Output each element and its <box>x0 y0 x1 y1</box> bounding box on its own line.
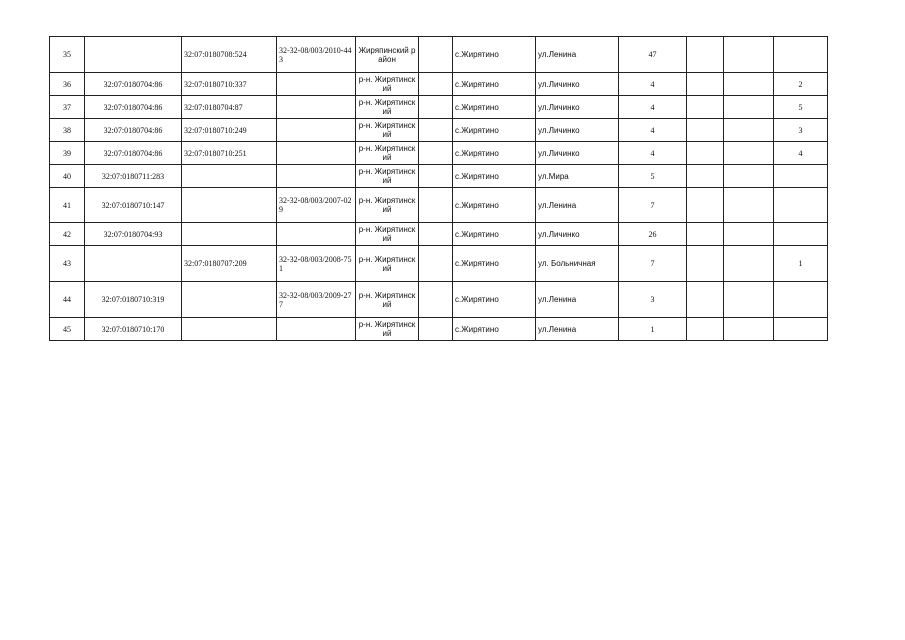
row-number-cell: 43 <box>50 246 85 282</box>
house-number-cell: 7 <box>619 246 687 282</box>
registration-number-cell <box>277 96 356 119</box>
table-row <box>50 73 828 96</box>
object-cadastral-cell: 32:07:0180708:524 <box>182 37 277 73</box>
settlement-cell: с.Жирятино <box>453 73 536 96</box>
empty-cell <box>419 246 453 282</box>
apartment-number-cell <box>774 318 828 341</box>
registration-number-cell: 32-32-08/003/2008-751 <box>277 246 356 282</box>
empty-cell <box>419 223 453 246</box>
empty-cell <box>724 37 774 73</box>
settlement-cell: с.Жирятино <box>453 188 536 223</box>
settlement-cell: с.Жирятино <box>453 165 536 188</box>
district-cell: Жиряпинский район <box>356 37 419 73</box>
street-cell: ул.Личинко <box>536 96 619 119</box>
table-row <box>50 165 828 188</box>
empty-cell <box>419 142 453 165</box>
row-number-cell: 35 <box>50 37 85 73</box>
street-cell: ул.Личинко <box>536 223 619 246</box>
district-cell: р-н. Жирятинский <box>356 119 419 142</box>
empty-cell <box>724 165 774 188</box>
settlement-cell: с.Жирятино <box>453 96 536 119</box>
district-cell: р-н. Жирятинский <box>356 73 419 96</box>
house-number-cell: 7 <box>619 188 687 223</box>
house-number-cell: 1 <box>619 318 687 341</box>
row-number-cell: 40 <box>50 165 85 188</box>
cadastral-number-cell <box>85 246 182 282</box>
house-number-cell: 5 <box>619 165 687 188</box>
street-cell: ул.Ленина <box>536 282 619 318</box>
object-cadastral-cell: 32:07:0180710:251 <box>182 142 277 165</box>
object-cadastral-cell <box>182 188 277 223</box>
apartment-number-cell: 1 <box>774 246 828 282</box>
house-number-cell: 4 <box>619 73 687 96</box>
row-number-cell: 45 <box>50 318 85 341</box>
object-cadastral-cell: 32:07:0180710:249 <box>182 119 277 142</box>
table-row <box>50 282 828 318</box>
district-cell: р-н. Жирятинский <box>356 223 419 246</box>
cadastral-number-cell: 32:07:0180711:283 <box>85 165 182 188</box>
settlement-cell: с.Жирятино <box>453 246 536 282</box>
object-cadastral-cell <box>182 223 277 246</box>
empty-cell <box>724 223 774 246</box>
apartment-number-cell: 3 <box>774 119 828 142</box>
row-number-cell: 36 <box>50 73 85 96</box>
cadastral-number-cell: 32:07:0180704:86 <box>85 96 182 119</box>
street-cell: ул.Личинко <box>536 119 619 142</box>
empty-cell <box>687 96 724 119</box>
registration-number-cell <box>277 119 356 142</box>
empty-cell <box>724 246 774 282</box>
apartment-number-cell: 5 <box>774 96 828 119</box>
object-cadastral-cell <box>182 318 277 341</box>
apartment-number-cell: 4 <box>774 142 828 165</box>
cadastral-number-cell: 32:07:0180704:86 <box>85 73 182 96</box>
district-cell: р-н. Жирятинский <box>356 142 419 165</box>
apartment-number-cell <box>774 37 828 73</box>
registration-number-cell <box>277 223 356 246</box>
house-number-cell: 4 <box>619 119 687 142</box>
empty-cell <box>419 96 453 119</box>
district-cell: р-н. Жирятинский <box>356 96 419 119</box>
district-cell: р-н. Жирятинский <box>356 282 419 318</box>
empty-cell <box>724 96 774 119</box>
street-cell: ул.Ленина <box>536 318 619 341</box>
registration-number-cell <box>277 73 356 96</box>
row-number-cell: 42 <box>50 223 85 246</box>
empty-cell <box>687 37 724 73</box>
house-number-cell: 4 <box>619 142 687 165</box>
registration-number-cell <box>277 142 356 165</box>
object-cadastral-cell: 32:07:0180704:87 <box>182 96 277 119</box>
empty-cell <box>724 318 774 341</box>
house-number-cell: 47 <box>619 37 687 73</box>
empty-cell <box>687 165 724 188</box>
empty-cell <box>687 73 724 96</box>
property-register-table <box>49 36 828 341</box>
empty-cell <box>724 119 774 142</box>
object-cadastral-cell: 32:07:0180710:337 <box>182 73 277 96</box>
row-number-cell: 44 <box>50 282 85 318</box>
empty-cell <box>419 37 453 73</box>
registration-number-cell: 32-32-08/003/2010-443 <box>277 37 356 73</box>
empty-cell <box>419 318 453 341</box>
empty-cell <box>687 318 724 341</box>
empty-cell <box>724 188 774 223</box>
empty-cell <box>687 119 724 142</box>
empty-cell <box>687 282 724 318</box>
apartment-number-cell: 2 <box>774 73 828 96</box>
settlement-cell: с.Жирятино <box>453 37 536 73</box>
empty-cell <box>687 223 724 246</box>
cadastral-number-cell: 32:07:0180710:170 <box>85 318 182 341</box>
object-cadastral-cell <box>182 165 277 188</box>
object-cadastral-cell <box>182 282 277 318</box>
registration-number-cell <box>277 318 356 341</box>
apartment-number-cell <box>774 282 828 318</box>
street-cell: ул.Личинко <box>536 142 619 165</box>
district-cell: р-н. Жирятинский <box>356 318 419 341</box>
table-row <box>50 223 828 246</box>
settlement-cell: с.Жирятино <box>453 142 536 165</box>
object-cadastral-cell: 32:07:0180707:209 <box>182 246 277 282</box>
table-row <box>50 119 828 142</box>
settlement-cell: с.Жирятино <box>453 223 536 246</box>
district-cell: р-н. Жирятинский <box>356 165 419 188</box>
empty-cell <box>724 142 774 165</box>
table-row <box>50 188 828 223</box>
street-cell: ул.Личинко <box>536 73 619 96</box>
apartment-number-cell <box>774 223 828 246</box>
house-number-cell: 3 <box>619 282 687 318</box>
district-cell: р-н. Жирятинский <box>356 246 419 282</box>
empty-cell <box>419 188 453 223</box>
street-cell: ул. Больничная <box>536 246 619 282</box>
registration-number-cell <box>277 165 356 188</box>
table-row <box>50 96 828 119</box>
empty-cell <box>724 282 774 318</box>
cadastral-number-cell: 32:07:0180704:86 <box>85 142 182 165</box>
empty-cell <box>687 246 724 282</box>
apartment-number-cell <box>774 188 828 223</box>
district-cell: р-н. Жирятинский <box>356 188 419 223</box>
empty-cell <box>687 142 724 165</box>
table-row <box>50 142 828 165</box>
registration-number-cell: 32-32-08/003/2009-277 <box>277 282 356 318</box>
empty-cell <box>724 73 774 96</box>
empty-cell <box>419 73 453 96</box>
table-body <box>50 37 828 341</box>
empty-cell <box>687 188 724 223</box>
row-number-cell: 37 <box>50 96 85 119</box>
house-number-cell: 26 <box>619 223 687 246</box>
cadastral-number-cell: 32:07:0180704:86 <box>85 119 182 142</box>
empty-cell <box>419 119 453 142</box>
settlement-cell: с.Жирятино <box>453 282 536 318</box>
table-row <box>50 318 828 341</box>
street-cell: ул.Ленина <box>536 188 619 223</box>
cadastral-number-cell <box>85 37 182 73</box>
empty-cell <box>419 282 453 318</box>
settlement-cell: с.Жирятино <box>453 318 536 341</box>
table-row <box>50 246 828 282</box>
settlement-cell: с.Жирятино <box>453 119 536 142</box>
apartment-number-cell <box>774 165 828 188</box>
table-row <box>50 37 828 73</box>
empty-cell <box>419 165 453 188</box>
row-number-cell: 41 <box>50 188 85 223</box>
cadastral-number-cell: 32:07:0180710:319 <box>85 282 182 318</box>
street-cell: ул.Ленина <box>536 37 619 73</box>
cadastral-number-cell: 32:07:0180704:93 <box>85 223 182 246</box>
row-number-cell: 38 <box>50 119 85 142</box>
house-number-cell: 4 <box>619 96 687 119</box>
registration-number-cell: 32-32-08/003/2007-029 <box>277 188 356 223</box>
street-cell: ул.Мира <box>536 165 619 188</box>
row-number-cell: 39 <box>50 142 85 165</box>
cadastral-number-cell: 32:07:0180710:147 <box>85 188 182 223</box>
